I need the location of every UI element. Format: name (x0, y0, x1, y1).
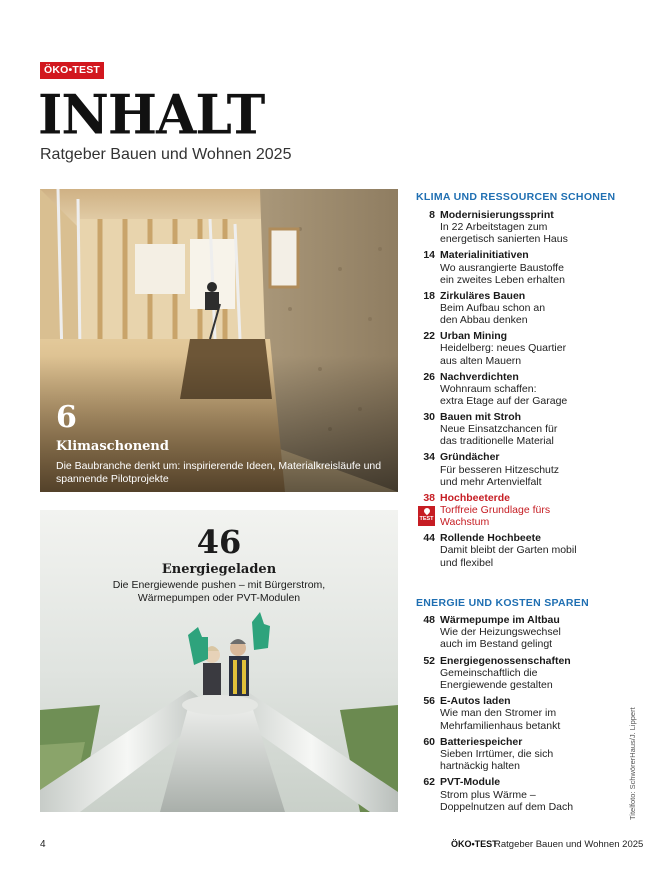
toc-page-number: 34 (423, 451, 435, 464)
toc-entry-description (440, 464, 610, 488)
desc-line: extra Etage auf der Garage (440, 394, 568, 407)
desc-line: ein zweites Leben erhalten (440, 273, 565, 286)
section-heading-energy: ENERGIE UND KOSTEN SPAREN (416, 597, 589, 609)
toc-entry[interactable] (416, 776, 616, 817)
feature-headline: Klimaschonend (56, 439, 169, 454)
test-badge-icon: TEST (418, 506, 435, 526)
toc-entry-description (440, 302, 610, 326)
desc-line: auch im Bestand gelingt (440, 638, 553, 651)
photo-credit: Titelfoto: SchwörerHaus/J. Lippert (628, 707, 637, 820)
toc-entry[interactable] (416, 290, 616, 330)
footer-publication-title: Ratgeber Bauen und Wohnen 2025 (494, 839, 644, 850)
toc-page-number: 22 (423, 330, 435, 343)
toc-entry-title: PVT-Module (440, 776, 501, 789)
toc-entry-title: Bauen mit Stroh (440, 410, 522, 423)
toc-entry[interactable] (416, 209, 616, 249)
desc-line: und flexibel (440, 556, 494, 569)
toc-entry[interactable] (416, 614, 616, 655)
desc-line: Wo ausrangierte Baustoffe (440, 261, 564, 274)
desc-line: energetisch sanierten Haus (440, 233, 568, 246)
toc-entry[interactable] (416, 371, 616, 411)
toc-entry-description (440, 383, 610, 407)
toc-entry-title: Modernisierungssprint (440, 209, 554, 221)
toc-entry-description (440, 221, 610, 245)
desc-line: In 22 Arbeitstagen zum (440, 221, 548, 234)
toc-entry-description (440, 748, 610, 772)
desc-line: Beim Aufbau schon an (440, 301, 546, 314)
toc-entry-title: Urban Mining (440, 330, 508, 343)
toc-page-number: 26 (423, 370, 435, 383)
toc-entry[interactable] (416, 532, 616, 572)
feature-description: Die Baubranche denkt um: inspirierende Ideen, Materialkreisläufe und spannende Pilotprojekte (56, 460, 382, 485)
toc-entry-description (440, 707, 610, 731)
desc-line: Wie man den Stromer im (440, 707, 557, 720)
toc-page-number: 30 (423, 410, 435, 423)
toc-page-number: 52 (423, 654, 435, 667)
desc-line: Energiewende gestalten (440, 678, 553, 691)
toc-page-number: 60 (423, 735, 435, 748)
toc-page-number: 62 (423, 776, 435, 789)
toc-entry-title: Hochbeeterde (440, 491, 511, 504)
desc-line: Torffreie Grundlage fürs (440, 503, 551, 516)
toc-entry-description (440, 423, 610, 447)
desc-line: Doppelnutzen auf dem Dach (440, 800, 574, 813)
toc-entry-title: Batteriespeicher (440, 735, 523, 748)
toc-page-number: 56 (423, 695, 435, 708)
toc-entry[interactable] (416, 655, 616, 696)
desc-line: hartnäckig halten (440, 760, 520, 773)
feature-description (40, 579, 398, 605)
toc-entry-title: Materialinitiativen (440, 249, 529, 262)
toc-entry-title: Rollende Hochbeete (440, 532, 541, 545)
toc-page-number: 38 (423, 491, 435, 504)
toc-entry-description (440, 789, 610, 813)
desc-line: Damit bleibt der Garten mobil (440, 544, 577, 557)
toc-entry-description (440, 667, 610, 691)
toc-entry-description (440, 626, 610, 650)
feature-climate[interactable] (40, 189, 398, 492)
desc-line: Neue Einsatzchancen für (440, 423, 558, 436)
desc-line: Wie der Heizungswechsel (440, 626, 561, 639)
toc-entry[interactable] (416, 695, 616, 736)
toc-entry[interactable] (416, 451, 616, 491)
footer-logo: ÖKO•TEST (451, 839, 498, 849)
toc-entry-title: Nachverdichten (440, 370, 519, 383)
toc-entry-title: Wärmepumpe im Altbau (440, 614, 560, 626)
feature-page-number: 6 (56, 400, 77, 435)
desc-line: Mehrfamilienhaus betankt (440, 719, 561, 732)
toc-entry-description (440, 342, 610, 366)
toc-entry[interactable] (416, 411, 616, 451)
toc-entry-test[interactable] (416, 492, 616, 532)
toc-entry-description (440, 504, 610, 528)
toc-entry-title: Zirkuläres Bauen (440, 289, 526, 302)
page-title: INHALT (38, 82, 265, 147)
toc-page-number: 8 (429, 209, 435, 221)
desc-line: das traditionelle Material (440, 435, 554, 448)
feature-description-line: Die Energiewende pushen – mit Bürgerstrom, (112, 579, 326, 591)
toc-entry-description (440, 544, 610, 568)
footer-page-number: 4 (40, 839, 46, 850)
desc-line: Wohnraum schaffen: (440, 382, 537, 395)
desc-line: aus alten Mauern (440, 354, 522, 367)
feature-description-line: Wärmepumpen oder PVT-Modulen (137, 592, 301, 604)
desc-line: Für besseren Hitzeschutz (440, 463, 560, 476)
toc-entry-title: Gründächer (440, 451, 500, 464)
page-subtitle: Ratgeber Bauen und Wohnen 2025 (40, 146, 292, 163)
desc-line: Wachstum (440, 516, 490, 529)
toc-entry[interactable] (416, 249, 616, 289)
feature-headline: Energiegeladen (161, 562, 277, 577)
toc-list-climate (416, 209, 616, 573)
toc-entry-title: Energiegenossenschaften (440, 654, 571, 667)
desc-line: Strom plus Wärme – (440, 788, 536, 801)
feature-page-number: 46 (196, 523, 242, 561)
toc-page-number: 44 (423, 532, 435, 545)
desc-line: und mehr Artenvielfalt (440, 475, 542, 488)
toc-entry[interactable] (416, 330, 616, 370)
desc-line: den Abbau denken (440, 314, 528, 327)
oekotest-logo: ÖKO•TEST (40, 62, 104, 79)
toc-list-energy (416, 614, 616, 817)
section-heading-climate: KLIMA UND RESSOURCEN SCHONEN (416, 191, 616, 203)
desc-line: Gemeinschaftlich die (440, 666, 538, 679)
toc-page-number: 14 (423, 249, 435, 262)
toc-page-number: 18 (423, 289, 435, 302)
toc-entry-title: E-Autos laden (440, 695, 511, 708)
desc-line: Heidelberg: neues Quartier (440, 342, 567, 355)
desc-line: Sieben Irrtümer, die sich (440, 747, 554, 760)
feature-energy[interactable] (40, 510, 398, 812)
toc-page-number: 48 (423, 614, 435, 626)
toc-entry-description (440, 262, 610, 286)
toc-entry[interactable] (416, 736, 616, 777)
